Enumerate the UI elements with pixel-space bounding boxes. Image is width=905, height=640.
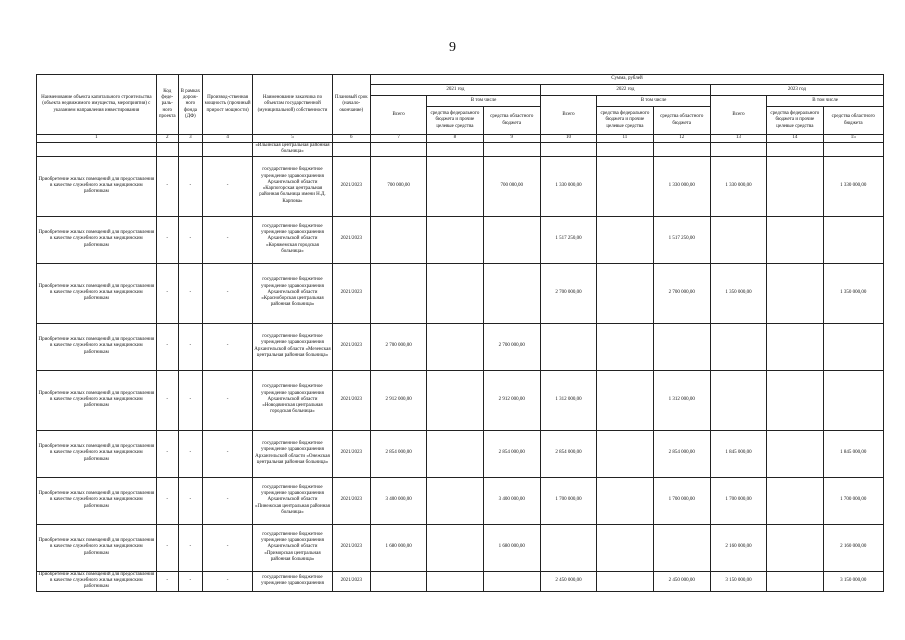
row-capacity: - [202,524,252,571]
amount-federal-2023 [767,216,823,263]
column-number: 4 [202,135,252,143]
header-total-2023: Всего [710,96,766,135]
amount-total-2021 [370,216,426,263]
row-term: 2021/2023 [332,156,370,216]
table-row [37,571,884,591]
amount-total-2022 [540,143,596,157]
row-object-name: Приобретение жилых помещений для предоставления в качестве служебного жилья медицинским работникам [37,216,157,263]
amount-total-2021: 2 854 000,00 [370,430,426,477]
row-road-fund: - [178,370,202,430]
amount-total-2023: 1 330 000,00 [710,156,766,216]
amount-total-2022: 2 700 000,00 [540,263,596,323]
row-object-name: Приобретение жилых помещений для предоставления в качестве служебного жилья медицинским работникам [37,156,157,216]
row-project-code: - [156,370,178,430]
amount-regional-2023: 2 160 000,00 [823,524,883,571]
table-row [37,143,884,157]
row-capacity: - [202,477,252,524]
amount-federal-2022 [597,216,653,263]
amount-federal-2021 [427,216,483,263]
row-customer: государственное бюджетное учреждение здравоохранения Архангельской области «Коряжемская городская больница» [253,216,332,263]
amount-federal-2021 [427,370,483,430]
row-term: 2021/2023 [332,477,370,524]
row-project-code: - [156,263,178,323]
table-row [37,323,884,370]
amount-total-2021: 700 000,00 [370,156,426,216]
amount-regional-2023: 1 845 000,00 [823,430,883,477]
amount-total-2022: 1 330 000,00 [540,156,596,216]
amount-total-2023: 3 150 000,00 [710,571,766,591]
amount-federal-2021 [427,430,483,477]
amount-total-2021 [370,571,426,591]
amount-federal-2021 [427,477,483,524]
header-including-2023: В том числе [767,96,884,107]
header-including-2022: В том числе [597,96,711,107]
header-term: Плановый срок (начало-окончание) [332,75,370,135]
row-road-fund: - [178,477,202,524]
amount-federal-2023 [767,156,823,216]
amount-federal-2023 [767,477,823,524]
amount-federal-2023 [767,370,823,430]
amount-federal-2022 [597,477,653,524]
amount-regional-2023 [823,216,883,263]
amount-regional-2022 [653,143,710,157]
header-federal-2023: средства федерального бюджета и прочие целевые средства [767,107,823,135]
amount-federal-2023 [767,323,823,370]
header-including-2021: В том числе [427,96,541,107]
amount-federal-2021 [427,571,483,591]
table-row [37,263,884,323]
amount-regional-2021 [483,263,540,323]
amount-regional-2021: 700 000,00 [483,156,540,216]
row-term: 2021/2023 [332,571,370,591]
header-object-name: Наименование объекта капитального строительства (объекта недвижимого имущества, мероприятия) с указанием направления инвестирования [37,75,157,135]
column-number: 15 [823,135,883,143]
amount-regional-2023 [823,143,883,157]
amount-regional-2021: 2 912 000,00 [483,370,540,430]
row-capacity: - [202,430,252,477]
row-customer: государственное бюджетное учреждение здравоохранения Архангельской области «Мезенская центральная районная больница» [253,323,332,370]
amount-regional-2023: 1 330 000,00 [823,156,883,216]
column-numbers-row [37,135,884,143]
amount-regional-2022 [653,323,710,370]
row-road-fund: - [178,323,202,370]
amount-regional-2021 [483,571,540,591]
amount-total-2022: 1 517 250,00 [540,216,596,263]
investment-table [36,74,884,592]
amount-total-2023: 1 350 000,00 [710,263,766,323]
column-number: 3 [178,135,202,143]
row-project-code [156,143,178,157]
row-capacity: - [202,370,252,430]
row-project-code: - [156,477,178,524]
amount-federal-2022 [597,143,653,157]
row-customer: государственное бюджетное учреждение здравоохранения Архангельской области «Онежская центральная районная больница» [253,430,332,477]
amount-regional-2023: 3 150 000,00 [823,571,883,591]
row-capacity: - [202,263,252,323]
amount-federal-2022 [597,263,653,323]
header-year-2021: 2021 год [370,85,540,96]
page-number: 9 [449,40,456,55]
row-road-fund: - [178,263,202,323]
row-customer: государственное бюджетное учреждение здравоохранения Архангельской области «Пинежская центральная районная больница» [253,477,332,524]
row-term: 2021/2023 [332,430,370,477]
row-term: 2021/2023 [332,323,370,370]
amount-federal-2022 [597,430,653,477]
amount-total-2022: 2 854 000,00 [540,430,596,477]
amount-federal-2023 [767,571,823,591]
row-term: 2021/2023 [332,524,370,571]
row-project-code: - [156,430,178,477]
amount-regional-2022: 1 700 000,00 [653,477,710,524]
column-number: 5 [253,135,332,143]
column-number: 9 [483,135,540,143]
amount-regional-2022: 1 312 000,00 [653,370,710,430]
header-customer: Наименование заказчика по объектам государственной (муниципальной) собственности [253,75,332,135]
header-amount: Сумма, рублей [370,75,883,85]
amount-federal-2022 [597,156,653,216]
header-capacity: Производ-ственная мощность (прочиный прирост мощности) [202,75,252,135]
row-project-code: - [156,524,178,571]
row-road-fund: - [178,216,202,263]
amount-regional-2022: 1 517 250,00 [653,216,710,263]
header-year-2023: 2023 год [710,85,883,96]
row-capacity [202,143,252,157]
amount-regional-2021: 2 854 000,00 [483,430,540,477]
amount-regional-2022 [653,524,710,571]
amount-federal-2023 [767,143,823,157]
amount-regional-2023 [823,323,883,370]
header-total-2021: Всего [370,96,426,135]
table-row [37,156,884,216]
amount-total-2023: 1 700 000,00 [710,477,766,524]
column-number: 8 [427,135,483,143]
amount-regional-2022: 2 450 000,00 [653,571,710,591]
row-object-name: Приобретение жилых помещений для предоставления в качестве служебного жилья медицинским работникам [37,370,157,430]
row-capacity: - [202,156,252,216]
column-number: 7 [370,135,426,143]
amount-total-2021: 1 680 000,00 [370,524,426,571]
amount-total-2023: 1 845 000,00 [710,430,766,477]
amount-federal-2022 [597,370,653,430]
amount-federal-2021 [427,524,483,571]
column-number: 11 [597,135,653,143]
row-object-name [37,143,157,157]
amount-total-2021 [370,263,426,323]
header-federal-2022: средства федерального бюджета и прочие целевые средства [597,107,653,135]
amount-federal-2023 [767,430,823,477]
row-object-name: Приобретение жилых помещений для предоставления в качестве служебного жилья медицинским работникам [37,263,157,323]
amount-total-2023: 2 160 000,00 [710,524,766,571]
row-customer: государственное бюджетное учреждение здравоохранения Архангельской области «Красноборская центральная районная больница» [253,263,332,323]
header-regional-2023: средства областного бюджета [823,107,883,135]
row-project-code: - [156,216,178,263]
column-number: 10 [540,135,596,143]
column-number: 2 [156,135,178,143]
row-term: 2021/2023 [332,216,370,263]
row-term: 2021/2023 [332,370,370,430]
amount-total-2021 [370,143,426,157]
row-term: 2021/2023 [332,263,370,323]
row-road-fund: - [178,430,202,477]
column-number: 14 [767,135,823,143]
header-federal-2021: средства федерального бюджета и прочие целевые средства [427,107,483,135]
amount-total-2022 [540,323,596,370]
row-customer: государственное бюджетное учреждение здравоохранения [253,571,332,591]
row-customer: государственное бюджетное учреждение здравоохранения Архангельской области «Новодвинская центральная городская больница» [253,370,332,430]
row-object-name: Приобретение жилых помещений для предоставления в качестве служебного жилья медицинским работникам [38,571,155,590]
row-road-fund: - [178,156,202,216]
row-project-code: - [156,156,178,216]
amount-regional-2022: 1 330 000,00 [653,156,710,216]
header-regional-2021: средства областного бюджета [483,107,540,135]
amount-regional-2021: 2 700 000,00 [483,323,540,370]
amount-regional-2023: 1 700 000,00 [823,477,883,524]
column-number: 1 [37,135,157,143]
header-regional-2022: средства областного бюджета [653,107,710,135]
header-year-2022: 2022 год [540,85,710,96]
header-road-fund: В рамках дорож-ного фонда (ДФ) [178,75,202,135]
row-capacity: - [202,323,252,370]
table-row [37,370,884,430]
amount-regional-2023: 1 350 000,00 [823,263,883,323]
amount-federal-2022 [597,323,653,370]
amount-regional-2021: 1 680 000,00 [483,524,540,571]
amount-total-2023 [710,143,766,157]
amount-total-2021: 2 700 000,00 [370,323,426,370]
column-number: 12 [653,135,710,143]
header-project-code: Код феде-раль-ного проекта [156,75,178,135]
amount-regional-2021 [483,143,540,157]
amount-federal-2022 [597,524,653,571]
amount-total-2021: 2 912 000,00 [370,370,426,430]
amount-federal-2021 [427,323,483,370]
row-project-code: - [156,571,178,591]
amount-regional-2022: 2 854 000,00 [653,430,710,477]
amount-total-2022: 1 312 000,00 [540,370,596,430]
row-project-code: - [156,323,178,370]
column-number: 13 [710,135,766,143]
amount-federal-2021 [427,156,483,216]
amount-federal-2022 [597,571,653,591]
row-customer: «Ильинская центральная районная больница» [253,143,332,157]
row-road-fund: - [178,571,202,591]
amount-total-2022: 1 700 000,00 [540,477,596,524]
amount-total-2023 [710,370,766,430]
amount-federal-2021 [427,263,483,323]
amount-federal-2023 [767,263,823,323]
table-row [37,430,884,477]
row-customer: государственное бюджетное учреждение здравоохранения Архангельской области «Приморская центральная районная больница» [253,524,332,571]
amount-regional-2021 [483,216,540,263]
row-capacity: - [202,216,252,263]
amount-federal-2021 [427,143,483,157]
header-total-2022: Всего [540,96,596,135]
row-road-fund: - [178,524,202,571]
amount-federal-2023 [767,524,823,571]
row-object-name: Приобретение жилых помещений для предоставления в качестве служебного жилья медицинским работникам [37,323,157,370]
amount-total-2023 [710,323,766,370]
table-row [37,216,884,263]
amount-regional-2021: 3 400 000,00 [483,477,540,524]
row-customer: государственное бюджетное учреждение здравоохранения Архангельской области «Карпогорская центральная районная больница имени Н.Д. Карпова» [253,156,332,216]
amount-total-2022: 2 450 000,00 [540,571,596,591]
amount-regional-2022: 2 700 000,00 [653,263,710,323]
row-term [332,143,370,157]
table-row [37,524,884,571]
row-object-name: Приобретение жилых помещений для предоставления в качестве служебного жилья медицинским работникам [37,477,157,524]
column-number: 6 [332,135,370,143]
row-object-name: Приобретение жилых помещений для предоставления в качестве служебного жилья медицинским работникам [37,524,157,571]
amount-total-2023 [710,216,766,263]
row-object-name: Приобретение жилых помещений для предоставления в качестве служебного жилья медицинским работникам [37,430,157,477]
row-road-fund [178,143,202,157]
amount-regional-2023 [823,370,883,430]
row-capacity: - [202,571,252,591]
table-row [37,477,884,524]
amount-total-2022 [540,524,596,571]
amount-total-2021: 3 400 000,00 [370,477,426,524]
